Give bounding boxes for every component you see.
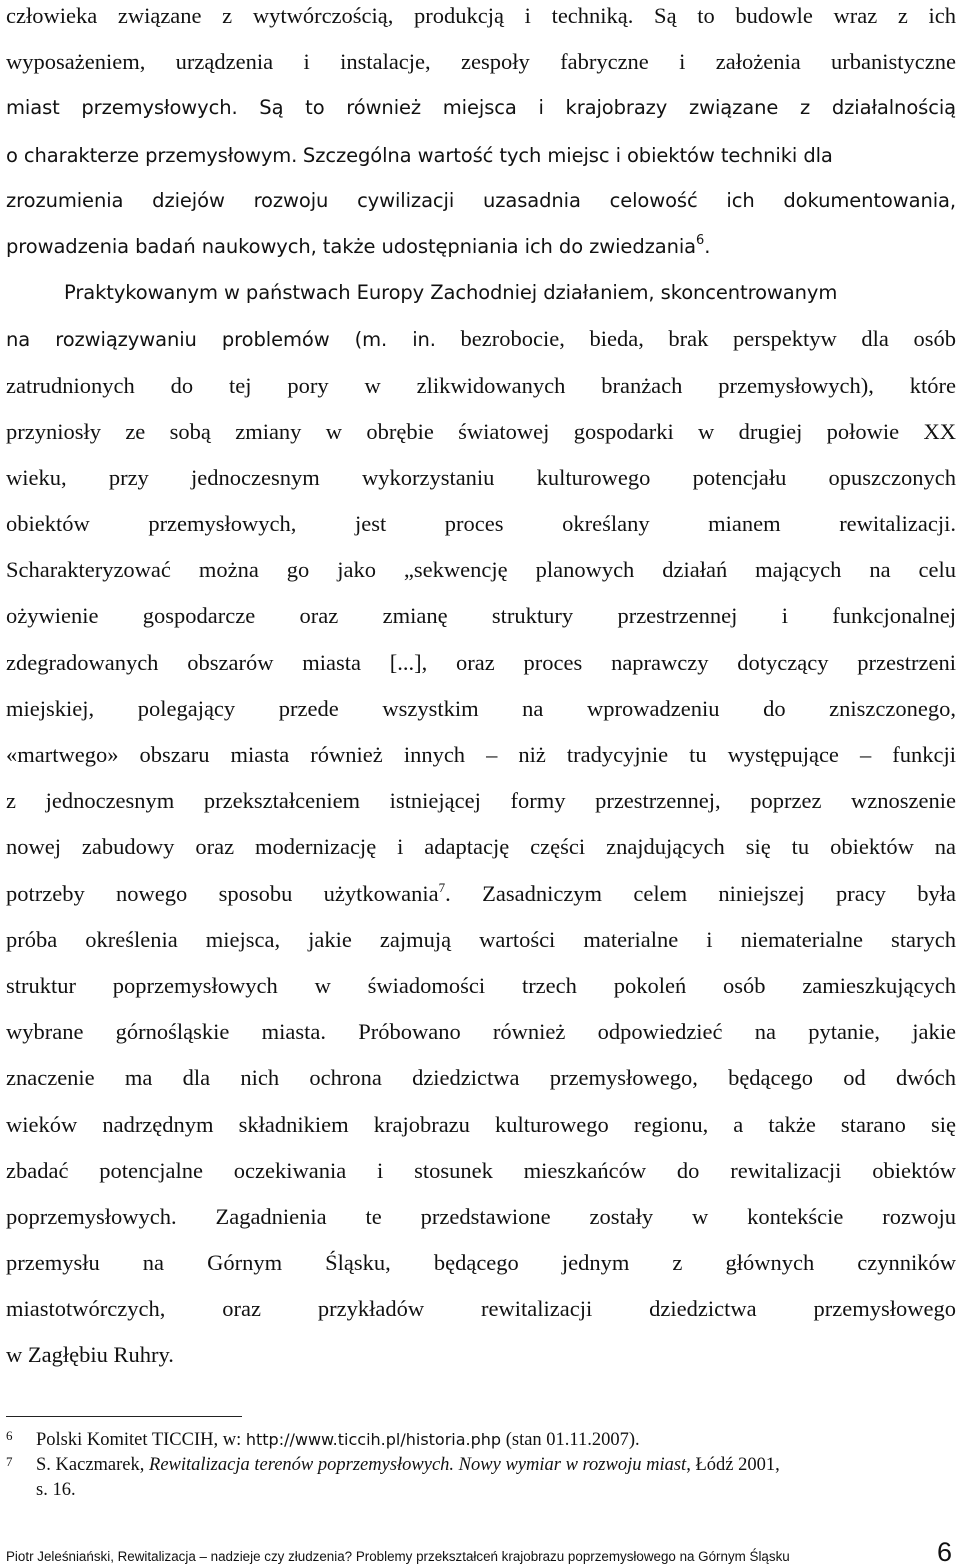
text-line: przyniosły ze sobą zmiany w obrębie światowej gospodarki w drugiej połowie XX [6,418,956,444]
text-line: struktur poprzemysłowych w świadomości trzech pokoleń osób zamieszkujących [6,972,956,998]
main-text [6,0,956,1379]
footnote-number: 7 [6,1454,13,1469]
text-segment: Szczególna wartość tych miejsc i obiektów techniki dla [302,143,833,167]
footnote-item [6,1427,956,1453]
text-segment: na rozwiązywaniu problemów (m. in. [6,328,436,352]
text-line: z jednoczesnym przekształceniem istniejącej formy przestrzennej, poprzez wznoszenie [6,788,956,814]
footnote-divider [6,1416,242,1417]
text-segment: . Zasadniczym celem niniejszej pracy była [445,880,956,906]
text-line: «martwego» obszaru miasta również innych – niż tradycyjnie tu występujące – funkcji [6,742,956,767]
text-line: człowieka związane z wytwórczością, produkcją i techniką. Są to budowle wraz z ich [6,3,956,28]
footnote-title: Rewitalizacja terenów poprzemysłowych. Nowy wymiar w rozwoju miast [149,1455,687,1475]
footnote-text: (stan 01.11.2007). [501,1430,640,1450]
footnote-place: , Łódź 2001, [686,1455,780,1475]
text-line [6,316,956,362]
footnote-pages: s. 16. [36,1480,76,1500]
text-line: w Zagłębiu Ruhry. [6,1342,174,1368]
text-segment: bezrobocie, bieda, brak perspektyw dla osób [460,326,956,352]
document-page [6,0,956,1567]
text-line: ożywienie gospodarcze oraz zmianę struktury przestrzennej i funkcjonalnej [6,603,956,629]
text-line: poprzemysłowych. Zagadnienia te przedstawione zostały w kontekście rozwoju [6,1203,956,1229]
text-line: wybrane górnośląskie miasta. Próbowano również odpowiedzieć na pytanie, jakie [6,1019,956,1045]
text-line: próba określenia miejsca, jakie zajmują wartości materialne i niematerialne starych [6,926,956,952]
text-line: wieków nadrzędnym składnikiem krajobrazu kulturowego regionu, a także starano się [6,1111,956,1137]
text-line: zbadać potencjalne oczekiwania i stosunek mieszkańców do rewitalizacji obiektów [6,1157,956,1183]
text-line: zrozumienia dziejów rozwoju cywilizacji uzasadnia celowość ich dokumentowania, [6,188,956,212]
text-line: nowej zabudowy oraz modernizację i adaptację części znajdujących się tu obiektów na [6,834,956,860]
footnote-text: Polski Komitet TICCIH, w: [36,1430,246,1450]
text-segment: prowadzenia badań naukowych, także udostępniania ich do zwiedzania [6,234,697,258]
text-line: zatrudnionych do tej pory w zlikwidowanych branżach przemysłowych), które [6,372,956,398]
page-number: 6 [936,1537,952,1567]
text-line [6,871,956,917]
text-segment: potrzeby nowego sposobu użytkowania [6,880,439,906]
text-line: przemysłu na Górnym Śląsku, będącego jednym z głównych czynników [6,1250,956,1276]
footnote-number: 6 [6,1428,13,1443]
text-line: Praktykowanym w państwach Europy Zachodniej działaniem, skoncentrowanym [64,281,838,305]
text-line: obiektów przemysłowych, jest proces określany mianem rewitalizacji. [6,511,956,537]
footnote-ref[interactable]: 7 [438,879,446,895]
text-line [6,224,956,270]
text-line: miast przemysłowych. Są to również miejsca i krajobrazy związane z działalnością [6,96,956,120]
page-footer [6,1537,956,1567]
text-line: miejskiej, polegający przede wszystkim na wprowadzeniu do zniszczonego, [6,695,956,721]
text-line: Scharakteryzować można go jako „sekwencję planowych działań mających na celu [6,557,956,583]
text-line [6,132,956,178]
text-line: wyposażeniem, urządzenia i instalacje, zespoły fabryczne i założenia urbanistyczne [6,49,956,75]
text-line: znaczenie ma dla nich ochrona dziedzictwa przemysłowego, będącego od dwóch [6,1065,956,1091]
footnote-ref[interactable]: 6 [696,232,705,248]
footnote-url-link[interactable]: http://www.ticcih.pl/historia.php [245,1430,502,1449]
footnote-item [6,1453,956,1503]
text-segment: o charakterze przemysłowym. [6,143,298,167]
footnote-author: S. Kaczmarek, [36,1455,150,1475]
text-line: miastotwórczych, oraz przykładów rewitalizacji dziedzictwa przemysłowego [6,1296,956,1322]
text-line: zdegradowanych obszarów miasta [...], oraz proces naprawczy dotyczący przestrzeni [6,649,956,675]
running-title: Piotr Jeleśniański, Rewitalizacja – nadzieje czy złudzenia? Problemy przekształceń krajobrazu poprzemysłowego na Górnym Śląsku [6,1549,790,1564]
text-line: wieku, przy jednoczesnym wykorzystaniu kulturowego potencjału opuszczonych [6,464,956,490]
footnotes [6,1427,956,1503]
text-segment: . [704,234,711,258]
